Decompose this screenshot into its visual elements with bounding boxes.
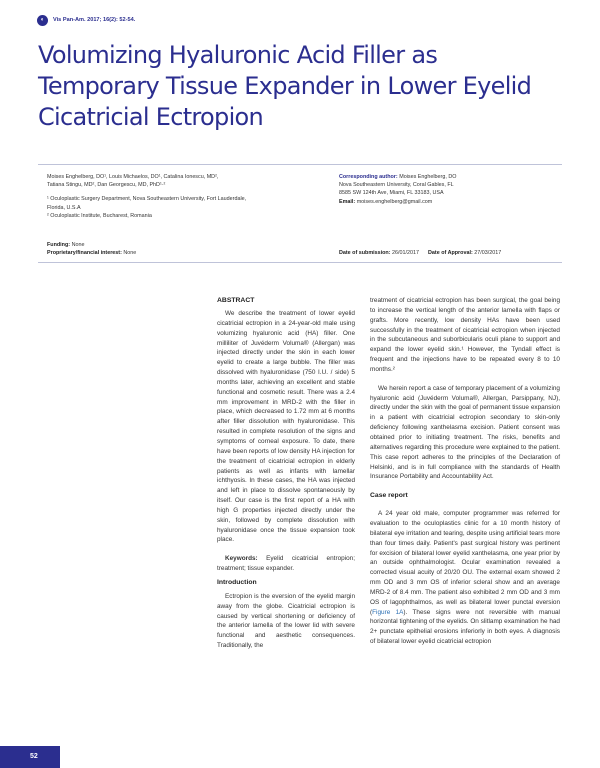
- dates-block: [339, 249, 569, 257]
- funding-block: [47, 241, 317, 257]
- abstract-heading: ABSTRACT: [217, 297, 255, 304]
- affiliation: Florida, U.S.A: [47, 204, 81, 211]
- case-report-heading: Case report: [370, 492, 408, 500]
- body-paragraph: We herein report a case of temporary placement of a volumizing hyaluronic acid (Juvéderm Voluma®, Allergan, Parsippany, NJ), directly under the skin with the goal of permanent tissue expansion in a patient with cicatricial ectropion secondary to skin-only deficiency following xanthelasma excision. Patient consent was obtained prior to initiating treatment. The risks, benefits and alternatives regarding this procedure were explained to the patient. This case report adheres to the principles of the Declaration of Helsinki, and is in full compliance with the standards of Health Insurance Portability and Accountability Act.: [370, 384, 560, 481]
- corresponding-label: Corresponding author:: [339, 174, 398, 180]
- case-text-part: A 24 year old male, computer programmer was referred for evaluation to the oculoplastics clinic for a 10 month history of bilateral eye irritation and tearing, despite using artificial tears more than four times daily. Patient's past surgical history was pertinent for excision of bilateral lower eyelid xanthelasma, one year prior by an outside ophthalmologist. Ocular examination revealed a corrected visual acuity of 20/20 OU. The external exam showed 2 mm OD and 3 mm OS of inferior scleral show and an average MRD-2 of 8.4 mm. The patient also exhibited 2 mm OD and 3 mm OS of lagophthalmos, as well as bilateral lower punctal eversion (: [370, 510, 560, 616]
- authors-line: Moises Enghelberg, DO¹, Louis Michaelos, DO¹, Catalina Ionescu, MD²,: [47, 174, 219, 180]
- left-column: [217, 296, 355, 651]
- figure-link[interactable]: Figure 1A: [372, 608, 404, 616]
- introduction-heading: Introduction: [217, 578, 257, 586]
- approval-label: Date of Approval:: [428, 250, 473, 256]
- page-number-tab: [0, 746, 60, 768]
- affiliation: ² Oculoplastic Institute, Bucharest, Romania: [47, 212, 152, 219]
- case-report-text: [370, 509, 560, 647]
- case-text-part: ). These signs were not reversible with manual horizontal tightening of the eyelids. On slitlamp examination he had 2+ punctate epithelial erosions inferiorly in both eyes. A diagnosis of bilateral lower eyelid cicatricial ectropion: [370, 608, 560, 646]
- keywords-label: Keywords:: [225, 555, 258, 563]
- funding-value: None: [71, 242, 85, 248]
- corresponding-address: 8585 SW 124th Ave, Miami, FL 33183, USA: [339, 190, 444, 197]
- funding-label: Funding:: [47, 242, 71, 248]
- divider: [38, 262, 562, 263]
- abstract-text: We describe the treatment of lower eyelid cicatricial ectropion in a 24-year-old male using volumizing hyaluronic acid (HA) filler. One milliliter of Juvéderm Voluma® (Allergan) was injected directly under the skin in each lower eyelid to create a large bubble. The filler was dissolved with hyaluronidase (750 I.U. / side) 5 months later, achieving an excellent and stable functional and cosmetic result. There was a 2.4 mm improvement in MRD-2 with the filler in place, which decreased to 1.72 mm at 6 months after filler dissolution with hyaluronidase. This resulted in complete resolution of the signs and symptoms of corneal exposure. To date, there have been reports of low density HA injection for the treatment of cicatricial ectropion in elderly patients as well as infants with lamellar ichthyosis. In these cases, the HA was injected and left in place to dissolve spontaneously by itself. Our case is the first report of a HA with high G properties injected directly under the skin, followed by complete dissolution with hyaluronidase once the tissue expansion took place.: [217, 310, 355, 544]
- page-number: 52: [30, 753, 38, 760]
- interest-value: None: [123, 250, 137, 257]
- introduction-text: Ectropion is the eversion of the eyelid margin away from the globe. Cicatricial ectropion is caused by vertical shortening or deficiency of the anterior lamella of the lower lid with severe functional and aesthetic consequences. Traditionally, the: [217, 592, 355, 650]
- right-column: [370, 296, 560, 647]
- correspondence-block: [339, 173, 559, 206]
- authors-block: [47, 173, 317, 220]
- corresponding-name: Moises Enghelberg, DO: [399, 174, 457, 180]
- divider: [38, 164, 562, 165]
- keywords-text: Eyelid cicatricial entropion; treatment; tissue expander.: [217, 555, 355, 573]
- journal-logo-icon: ◐: [37, 15, 48, 26]
- authors-line: Tatiana Stingu, MD², Dan Georgescu, MD, PhD¹·²: [47, 182, 166, 189]
- submission-date: 26/01/2017: [392, 250, 420, 256]
- submission-label: Date of submission:: [339, 250, 391, 256]
- corresponding-address: Nova Southeastern University, Coral Gables, FL: [339, 182, 454, 189]
- approval-date: 27/03/2017: [474, 250, 502, 256]
- affiliation: ¹ Oculoplastic Surgery Department, Nova Southeastern University, Fort Lauderdale,: [47, 196, 247, 203]
- email-label: Email:: [339, 198, 356, 205]
- journal-reference: Vis Pan-Am. 2017; 16(2): 52-54.: [53, 17, 136, 23]
- article-title: Volumizing Hyaluronic Acid Filler as Temporary Tissue Expander in Lower Eyelid Cicatricial Ectropion: [38, 41, 532, 131]
- interest-label: Proprietary/financial interest:: [47, 250, 122, 257]
- corresponding-email[interactable]: moises.enghelberg@gmail.com: [356, 198, 433, 205]
- body-paragraph: treatment of cicatricial ectropion has been surgical, the goal being to increase the vertical length of the anterior lamella with flaps or grafts. More recently, low density HAs have been used successfully in the treatment of cicatricial ectropion when injected in the subcutaneous and suborbicularis oculi plane to support and expand the lower eyelid skin.¹ However, the Tyndall effect is frequent and the injections have to be repeated every 8 to 10 months.²: [370, 297, 560, 373]
